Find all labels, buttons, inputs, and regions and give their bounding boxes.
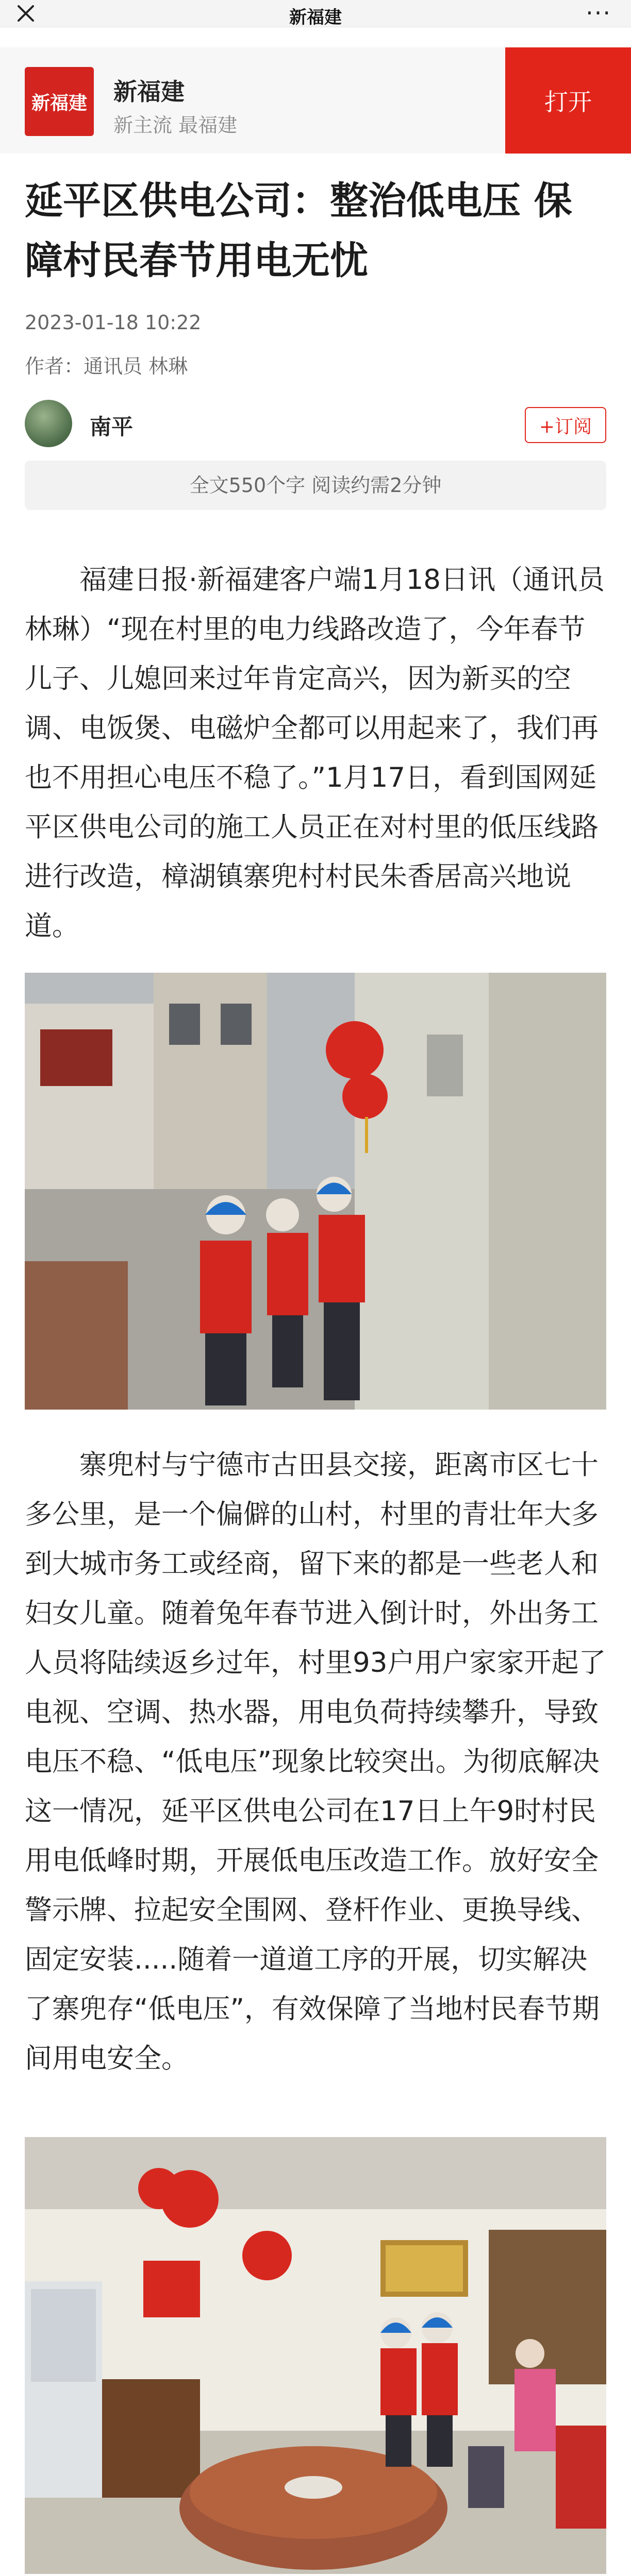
article-author: 作者：通讯员 林琳	[25, 355, 188, 378]
photo-1-illustration	[25, 973, 606, 1410]
read-time-info: 全文550个字 阅读约需2分钟	[25, 461, 606, 510]
source-name[interactable]: 南平	[90, 414, 134, 439]
article-photo-1	[25, 973, 606, 1410]
app-logo-text: 新福建	[31, 92, 87, 114]
page-title: 新福建	[289, 7, 342, 28]
photo-2-illustration	[25, 2137, 606, 2574]
open-app-button[interactable]: 打开	[505, 47, 631, 154]
article-photo-2	[25, 2137, 606, 2574]
article-title: 延平区供电公司：整治低电压 保障村民春节用电无忧	[25, 179, 572, 283]
app-slogan: 新主流 最福建	[113, 114, 238, 137]
subscribe-button[interactable]: +订阅	[525, 407, 606, 443]
article-paragraph-2: 寨兜村与宁德市古田县交接，距离市区七十多公里，是一个偏僻的山村，村里的青壮年大多到大城市务工或经商，留下来的都是一些老人和妇女儿童。随着兔年春节进入倒计时，外出务工人员将陆续返乡过年，村里93户用户家家开起了电视、空调、热水器，用电负荷持续攀升，导致电压不稳、“低电压”现象比较突出。为彻底解决这一情况，延平区供电公司在17日上午9时村民用电低峰时期，开展低电压改造工作。放好安全警示牌、拉起安全围网、登杆作业、更换导线、固定安装.....随着一道道工序的开展，切实解决了寨兜存“低电压”，有效保障了当地村民春节期间用电安全。	[25, 1449, 606, 2074]
more-icon: ···	[586, 0, 611, 27]
app-name: 新福建	[113, 78, 185, 106]
app-banner	[0, 47, 631, 154]
app-logo	[25, 67, 94, 136]
top-nav-bar	[0, 0, 631, 27]
more-button[interactable]	[586, 0, 611, 27]
publish-date: 2023-01-18 10:22	[25, 311, 202, 334]
article-paragraph-1: 福建日报·新福建客户端1月18日讯（通讯员 林琳）“现在村里的电力线路改造了，今年春节儿子、儿媳回来过年肯定高兴，因为新买的空调、电饭煲、电磁炉全都可以用起来了，我们再也不用担心电压不稳了。”1月17日，看到国网延平区供电公司的施工人员正在对村里的低压线路进行改造，樟湖镇寨兜村村民朱香居高兴地说道。	[25, 564, 605, 942]
source-avatar[interactable]	[25, 400, 72, 447]
source-row	[25, 400, 606, 449]
